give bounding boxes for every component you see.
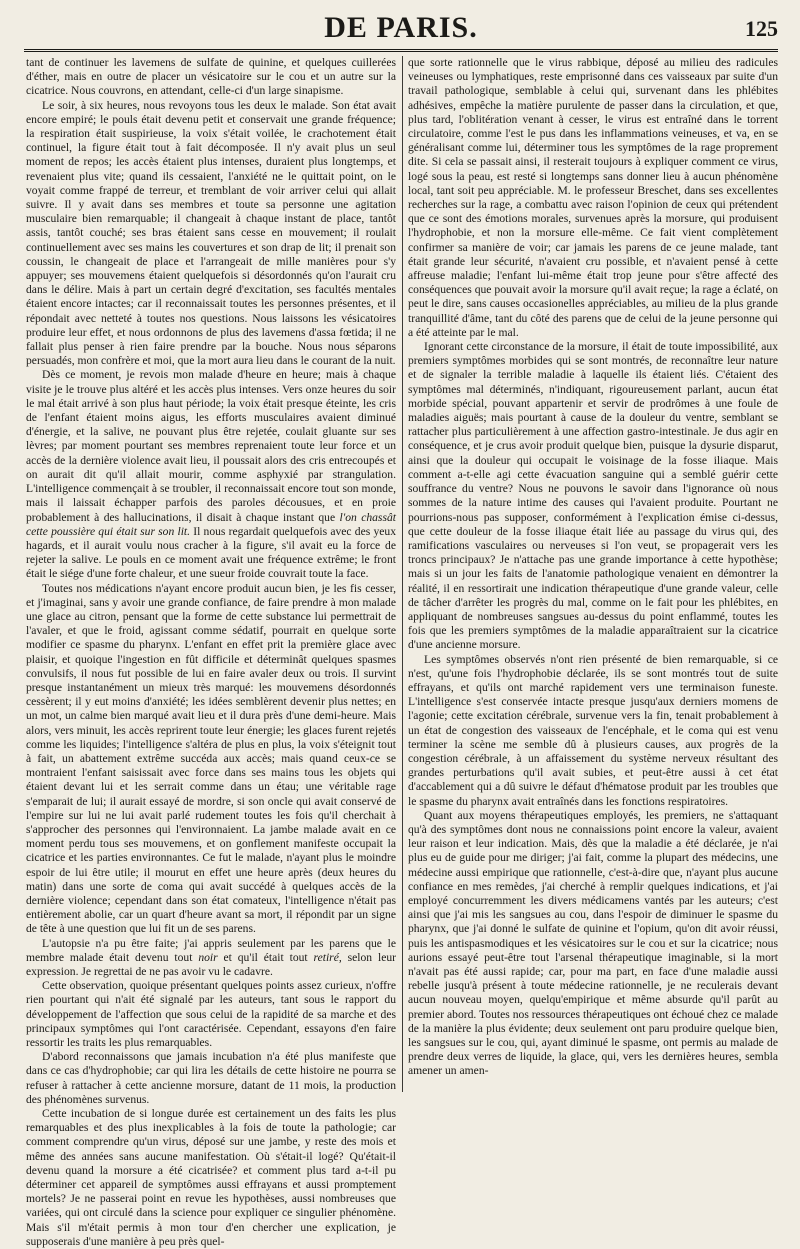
paragraph: Cette incubation de si longue durée est certainement un des faits les plus remarquables et des plus inexplicables à la fois de toute la pathologie; car comment comprendre qu'un virus, déposé sur une jambe, y reste des mois et même des années sans aucune manifestation. Où s'était-il logé? Qu'était-il devenu quand la morsure a été cicatrisée? et comment plus tard a-t-il pu déterminer cet appareil de symptômes aussi effrayans et aussi promptement mortels? Je ne passerai point en revue les hypothèses, aussi nombreuses que variées, qui ont circulé dans la science pour expliquer ce singulier phénomène. Mais s'il m'était permis à mon tour d'en chercher une explication, je supposerais d'une manière à peu près quel- [26,1107,396,1248]
paragraph: Toutes nos médications n'ayant encore produit aucun bien, je les fis cesser, et j'imaginai, sans y avoir une grande confiance, de faire prendre à mon malade une glace au citron, pensant que la forme de cette substance lui permettrait de l'avaler, et que le froid, agissant comme sédatif, pourrait en quelque sorte modifier ce spasme du pharynx. L'enfant en effet prit la première glace avec plaisir, et quoique l'ingestion en fût difficile et déterminât quelques spasmes convulsifs, il nous fut possible de lui en faire avaler deux ou trois. Il survint presque instantanément un mieux très marqué: les mouvemens désordonnés cessèrent; il y eut moins d'anxiété; les idées semblèrent devenir plus nettes; en un mot, un calme bien marqué avait lieu et il dura près d'une demi-heure. Mais alors, vers minuit, les accès reprirent toute leur énergie; les glaces furent rejetés comme les liquides; l'intelligence s'altéra de plus en plus, la voix s'éteignit tout à fait, un abattement extrême succéda aux accès; mais quand ceux-ce se montraient l'enfant saisissait avec force dans ses mains tous les objets qui étaient devant lui et les serrait comme dans un étau; une véritable rage s'emparait de lui; il aurait essayé de mordre, si son oncle qui avait conservé de l'empire sur lui ne lui avait parlé rudement toutes les fois qu'il cherchait à s'approcher des personnes qui l'environnaient. La jambe malade avait en ce moment perdu tous ses mouvemens, et on gonflement manifeste occupait la cicatrice et les parties environnantes. Ce fut le malade, n'ayant plus le moindre espoir de lui être utile; il mourut en effet une heure après (deux heures du matin) dans une sorte de coma qui avait succédé à quelques accès de la dernière violence; cependant dans son état comateux, l'intelligence n'était pas entièrement abolie, car un quart d'heure avant sa mort, il répondit par un signe de tête à une question que lui fit un de ses parens. [26,581,396,936]
page-header [24,8,778,48]
right-column [408,56,778,1092]
paragraph: Les symptômes observés n'ont rien présenté de bien remarquable, si ce n'est, qu'une fois l'hydrophobie déclarée, ils se sont montrés tout de suite effrayans, et qu'ils ont marché rapidement vers une terminaison funeste. L'intelligence s'est conservée intacte presque jusqu'aux derniers momens de l'agonie; cette excitation cérébrale, survenue vers la fin, tenait probablement à un état de congestion des vaisseaux de l'encéphale, et le coma qui est venu terminer la scène me semble dû à plusieurs causes, aux progrès de la congestion cérébrale, à un affaissement du système nerveux résultant des grandes perturbations qu'il avait subies, et peut-être aussi à cet état d'accablement qui a dû suivre le défaut d'hématose produit par les troubles que le spasme du pharynx avait entraînés dans les fonctions respiratoires. [408,652,778,808]
page-number: 125 [745,16,778,41]
paragraph: Quant aux moyens thérapeutiques employés, les premiers, ne s'attaquant qu'à des symptômes dont nous ne connaissions point encore la valeur, avaient leur raison et leur indication. Mais, dès que la maladie a été déclarée, je n'ai plus eu de guide pour me diriger; j'ai fait, comme la plupart des médecins, une médecine aussi empirique que rationnelle, c'est-à-dire que, n'ayant plus aucune confiance en mes remèdes, j'ai cherché à remplir quelques indications, et j'ai employé concurremment les divers médicamens vantés par les auteurs; c'est ainsi que j'ai mis les sangsues au cou, dans l'espoir de diminuer le spasme du pharynx, que j'ai donné le sulfate de quinine et l'opium, qu'on dit avoir réussi, puis les antispasmodiques et les vésicatoires sur le cou et sur la cicatrice; nous aurions essayé peut-être tout l'arsenal thérapeutique imaginable, si la mort n'avait pas été aussi rapide; car, pour ma part, en face d'une maladie aussi rebelle jusqu'à présent à toute médecine rationnelle, je ne reculerais devant aucun nouveau moyen, quelqu'empirique et même absurde qu'il parût au premier abord. Toutes nos ressources thérapeutiques ont échoué chez ce malade de la manière la plus évidente; deux seulement ont paru produire quelque bien, les sangsues sur le cou, qui, ayant diminué le spasme, ont permis au malade de prendre deux verres de liquide, la glace, qui, vers les dernières heures, sembla amener un amen- [408,808,778,1078]
paragraph: Le soir, à six heures, nous revoyons tous les deux le malade. Son état avait encore empiré; le pouls était devenu petit et conservait une grande fréquence; la respiration était suspirieuse, la voix s'était voilée, le crachotement était continuel, la figure était tout à fait décomposée. Il n'y avait plus un seul moment de repos; les accès étaient plus intenses, duraient plus longtemps, et revenaient plus vite; quand ils cessaient, l'anxiété ne le quittait point, on le voyait comme frappé de terreur, et tremblant de voir arriver celui qui allait suivre. Il y avait dans ses membres et toute sa personne une agitation musculaire bien remarquable; il changeait à chaque instant de place, tantôt assis, tantôt couché; ses bras étaient sans cesse en mouvement; il roulait continuellement avec ses mains les couvertures et son drap de lit; il prenait son coussin, le changeait de place et l'arrangeait de mille manières pour s'y appuyer; ses mouvemens étaient quelquefois si désordonnés qu'on l'aurait cru dans le délire. Mais à part un certain degré d'excitation, ses facultés mentales étaient encore intactes; car il reconnaissait toutes les personnes présentes, et il répondait avec netteté à toutes nos questions. Nous laissons les vésicatoires produire leur effet, et nous ordonnons de plus des lavemens d'assa fœtida; il ne fallait plus penser à rien faire prendre par la bouche. Nous nous séparons persuadés, mon confrère et moi, que la mort aura lieu dans le courant de la nuit. [26,98,396,368]
italic-word: noir [198,950,218,964]
italic-quote: l'on chassât cette poussière qui était sur son lit. [26,510,396,538]
paragraph: que sorte rationnelle que le virus rabbique, déposé au milieu des radicules veineuses ou lymphatiques, reste emprisonné dans ces vaisseaux par suite d'un travail pathologique, semblable à celui qui, survenant dans les phlébites adhésives, empêche la matière purulente de passer dans la circulation, et que, plus tard, l'oblitération venant à cesser, le virus est entraîné dans le torrent circulatoire, comme l'est le pus dans les inflammations veineuses, et va, en se généralisant comme lui, déterminer tous les symptômes de la rage proprement dite. Si cela se passait ainsi, il resterait toujours à expliquer comment ce virus, logé sous la peau, est resté si longtemps sans donner lieu à aucun phénomène local, tant soit peu appréciable. M. le professeur Breschet, dans ses excellentes recherches sur la rage, a combattu avec raison l'opinion de ceux qui prétendent que ce sont des émotions morales, survenues après la morsure, qui produisent l'hydrophobie, et non la morsure elle-même. Ce fait vient complètement confirmer sa manière de voir; car jamais les parens de ce jeune malade, tant était grande leur sécurité, n'avaient cru possible, et n'avaient pensé à cette affreuse maladie; l'enfant lui-même était trop jeune pour s'être affecté des conséquences que pouvait avoir la morsure qu'il avait reçue; la rage a éclaté, on peut le dire, sans causes occasionelles appréciables, au milieu de la plus grande tranquillité d'âme, tant du côté des parens que de celui de la jeune personne qui a été atteinte par le mal. [408,56,778,339]
left-column [26,56,396,1248]
paragraph: Ignorant cette circonstance de la morsure, il était de toute impossibilité, aux premiers symptômes morbides qui se sont montrés, de reconnaître leur nature et de signaler la terrible maladie à laquelle ils étaient liés. C'étaient des symptômes mal déterminés, n'indiquant, rigoureusement parlant, aucun état morbide spécial, pouvant appartenir et servir de prodrômes à une foule de maladies aiguës; mais pourtant à cause de la douleur du ventre, semblant se rattacher plus particulièrement à une affection gastro-intestinale. Je dus agir en conséquence, et je crus avoir produit quelque bien, puisque la dysurie disparut, ainsi que la douleur qui occupait le voisinage de la fosse iliaque. Mais comment a-t-elle agi cette évacuation sanguine qui a semblé guérir cette souffrance du ventre? Nous ne pouvons le savoir dans l'ignorance où nous sommes de la nature intime des causes qui l'avaient produite. Pourtant ne pourrions-nous pas supposer, conformément à l'explication émise ci-dessus, que cette douleur de la fosse iliaque était liée au passage du virus qui, des ramifications vasculaires ou nerveuses si l'on veut, se propagerait vers les troncs principaux? Je n'attache pas une grande importance à cette hypothèse; mais si un jour les faits de l'anatomie pathologique venaient en démontrer la réalité, il en ressortirait une indication thérapeutique d'une grande valeur, celle de tâcher d'arrêter les progrès du mal, comme on le fait pour les phlébites, en appliquant de nombreuses sangsues au-dessus du point enflammé, toutes les fois que les premiers symptômes de la maladie apparaîtraient sur la cicatrice d'une ancienne morsure. [408,340,778,652]
running-title: DE PARIS. [324,11,478,44]
italic-word: retiré, [313,950,342,964]
column-divider [402,56,403,1092]
header-rule [24,49,778,52]
paragraph: D'abord reconnaissons que jamais incubation n'a été plus manifeste que dans ce cas d'hydrophobie; car qui lira les détails de cette histoire ne pourra se refuser à rattacher à cette ancienne morsure, datant de 11 mois, la production des phénomènes survenus. [26,1050,396,1106]
paragraph: Cette observation, quoique présentant quelques points assez curieux, n'offre rien pourtant qui n'ait été signalé par les auteurs, tant sous le rapport du développement de l'affection que sous celui de la rapidité de sa marche et des principaux symptômes qui l'ont caractérisée. Cependant, essayons d'en faire ressortir les traits les plus remarquables. [26,979,396,1050]
paragraph: L'autopsie n'a pu être faite; j'ai appris seulement par les parens que le membre malade était devenu tout noir et qu'il était tout retiré, selon leur expression. Je regrettai de ne pas avoir vu le cadavre. [26,936,396,978]
paragraph: Dès ce moment, je revois mon malade d'heure en heure; mais à chaque visite je le trouve plus altéré et les accès plus intenses. Vers onze heures du soir le mal était arrivé à son plus haut période; la voix était presque éteinte, les cris de l'enfant étaient moins aigus, les efforts musculaires avaient diminué d'énergie, et la salive, ne pouvant plus être rejetée, coulait gluante sur ses lèvres; par moment pourtant ses membres reprenaient toute leur force et un accès de la dernière violence avait lieu, il poussait alors des cris entrecoupés et on aurait dit qu'il allait mourir, comme asphyxié par strangulation. L'intelligence commençait à se troubler, il reconnaissait encore tout son monde, mais il laissait échapper parfois des paroles décousues, et en proie probablement à des hallucinations, il disait à chaque instant que l'on chassât cette poussière qui était sur son lit. Il nous regardait quelquefois avec des yeux hagards, et il aurait voulu nous cracher à la figure, s'il avait eu la force de rejeter la salive. Le pouls en ce moment avait une fréquence extrême; le front était le siége d'une forte chaleur, et une sueur froide couvrait toute la face. [26,368,396,581]
paragraph: tant de continuer les lavemens de sulfate de quinine, et quelques cuillerées d'éther, mais en outre de placer un vésicatoire sur le cou et un autre sur la cicatrice. Nous couvrons, en attendant, celle-ci d'un large sinapisme. [26,56,396,98]
